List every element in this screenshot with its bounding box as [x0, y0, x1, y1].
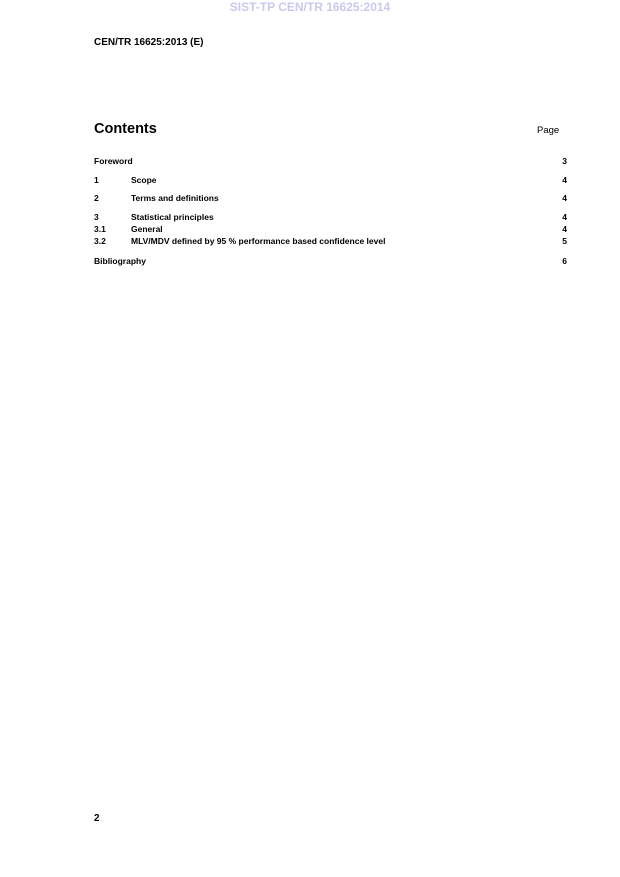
document-id: CEN/TR 16625:2013 (E): [94, 37, 204, 48]
toc-title: Scope: [131, 175, 157, 185]
toc-entry-terms[interactable]: [94, 193, 567, 204]
toc-page: 4: [562, 175, 567, 185]
toc-title: Bibliography: [94, 256, 146, 266]
toc-number: 1: [94, 175, 99, 185]
toc-entry-foreword[interactable]: [94, 156, 567, 167]
toc-page: 4: [562, 212, 567, 222]
toc-number: 3.1: [94, 224, 106, 234]
contents-heading: Contents: [94, 121, 157, 137]
toc-number: 2: [94, 193, 99, 203]
toc-page: 3: [562, 156, 567, 166]
toc-entry-bibliography[interactable]: [94, 256, 567, 267]
toc-number: 3: [94, 212, 99, 222]
toc-title: Statistical principles: [131, 212, 214, 222]
toc-entry-scope[interactable]: [94, 175, 567, 186]
watermark: SIST-TP CEN/TR 16625:2014: [229, 0, 391, 14]
toc-page: 6: [562, 256, 567, 266]
page-column-label: Page: [537, 125, 560, 136]
toc-page: 4: [562, 224, 567, 234]
page-number: 2: [94, 813, 100, 824]
toc-page: 5: [562, 236, 567, 246]
toc-title: MLV/MDV defined by 95 % performance based confidence level: [131, 236, 386, 246]
toc-entry-statistical-principles[interactable]: [94, 212, 567, 223]
toc-title: General: [131, 224, 163, 234]
toc-title: Foreword: [94, 156, 133, 166]
toc-title: Terms and definitions: [131, 193, 219, 203]
toc-page: 4: [562, 193, 567, 203]
toc-number: 3.2: [94, 236, 106, 246]
toc-entry-mlv-mdv[interactable]: [94, 236, 567, 247]
toc-entry-general[interactable]: [94, 224, 567, 235]
